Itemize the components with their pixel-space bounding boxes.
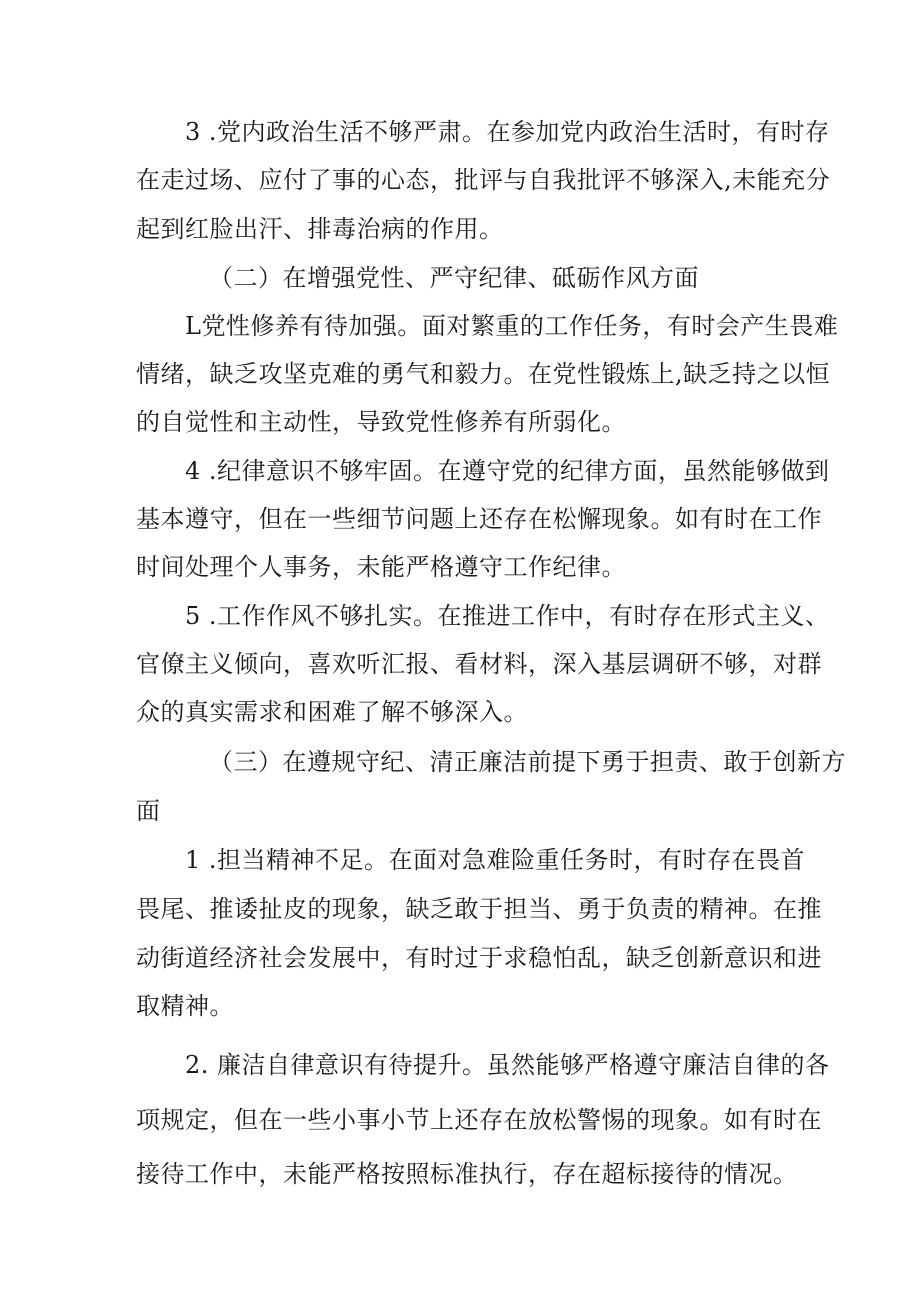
paragraph-3-line-2: 在走过场、应付了事的心态，批评与自我批评不够深入,未能充分 [136,166,831,194]
paragraph-1-line-4: 取精神。 [136,992,234,1020]
paragraph-5-line-1: 5 .工作作风不够扎实。在推进工作中，有时存在形式主义、 [185,602,830,630]
paragraph-3-line-1: 3 .党内政治生活不够严肃。在参加党内政治生活时，有时存 [185,118,830,146]
paragraph-4-line-3: 时间处理个人事务，未能严格遵守工作纪律。 [136,553,626,581]
paragraph-5-line-2: 官僚主义倾向，喜欢听汇报、看材料，深入基层调研不够，对群 [136,650,822,678]
paragraph-1-line-2: 畏尾、推诿扯皮的现象，缺乏敢于担当、勇于负责的精神。在推 [136,895,822,923]
section-heading-3-line-1: （三）在遵规守纪、清正廉洁前提下勇于担责、敢于创新方 [209,748,846,776]
paragraph-5-line-3: 众的真实需求和困难了解不够深入。 [136,698,528,726]
paragraph-1-line-1: 1 .担当精神不足。在面对急难险重任务时，有时存在畏首 [185,846,806,874]
paragraph-2-line-2: 项规定，但在一些小事小节上还存在放松警惕的现象。如有时在 [136,1106,822,1134]
paragraph-2-line-1: 2. 廉洁自律意识有待提升。虽然能够严格遵守廉洁自律的各 [185,1051,830,1079]
paragraph-l-line-2: 情绪，缺乏攻坚克难的勇气和毅力。在党性锻炼上,缺乏持之以恒 [136,360,831,388]
paragraph-l-line-3: 的自觉性和主动性，导致党性修养有所弱化。 [136,408,626,436]
paragraph-3-line-3: 起到红脸出汗、排毒治病的作用。 [136,215,504,243]
paragraph-4-line-2: 基本遵守，但在一些细节问题上还存在松懈现象。如有时在工作 [136,505,822,533]
paragraph-l-line-1: L党性修养有待加强。面对繁重的工作任务，有时会产生畏难 [185,312,839,340]
paragraph-2-line-3: 接待工作中，未能严格按照标准执行，存在超标接待的情况。 [136,1160,798,1188]
section-heading-2: （二）在增强党性、严守纪律、砥砺作风方面 [209,264,699,292]
paragraph-1-line-3: 动街道经济社会发展中，有时过于求稳怕乱，缺乏创新意识和进 [136,944,822,972]
paragraph-4-line-1: 4 .纪律意识不够牢固。在遵守党的纪律方面，虽然能够做到 [185,457,830,485]
section-heading-3-line-2: 面 [136,797,161,825]
